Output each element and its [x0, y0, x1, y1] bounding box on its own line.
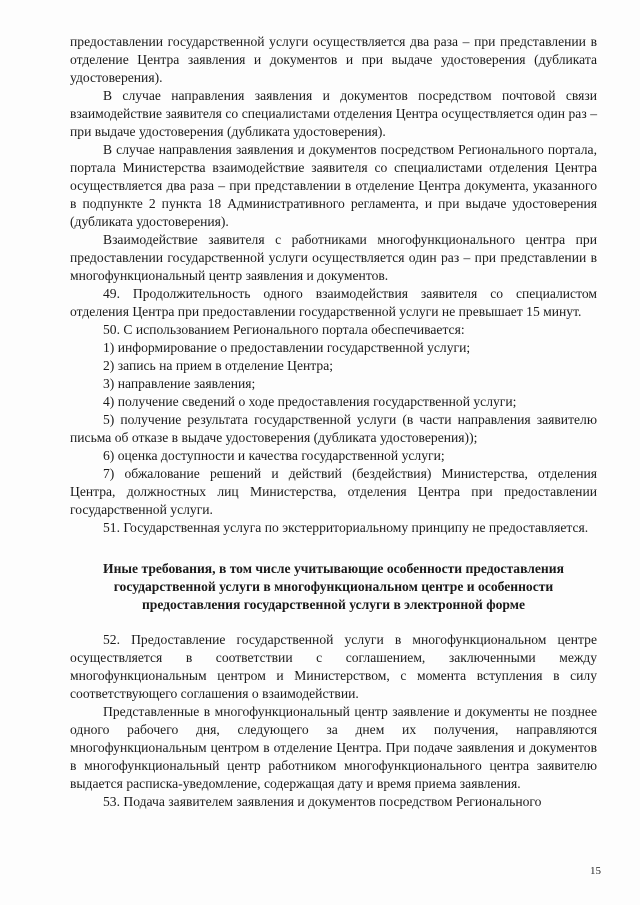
paragraph-mfc-documents: Представленные в многофункциональный центр заявление и документы не позднее одного рабочего дня, следующего за днем их получения, направляются многофункциональным центром в отделение Центра. При подаче заявления и документов в многофункциональный центр работником многофункционального центра заявителю выдается расписка-уведомление, содержащая дату и время приема заявления.	[70, 704, 597, 791]
paragraph-49: 49. Продолжительность одного взаимодействия заявителя со специалистом отделения Центра при предоставлении государственной услуги не превышает 15 минут.	[70, 286, 597, 319]
paragraph-53: 53. Подача заявителем заявления и документов посредством Регионального	[103, 794, 542, 809]
list-item-3: 3) направление заявления;	[103, 376, 256, 391]
paragraph-continuation: предоставлении государственной услуги осуществляется два раза – при представлении в отделение Центра заявления и документов и при выдаче удостоверения (дубликата удостоверения).	[70, 34, 597, 85]
paragraph-portal-interaction: В случае направления заявления и документов посредством Регионального портала, портала Министерства взаимодействие заявителя со специалистами отделения Центра осуществляется два раза – при представлении в отделение Центра документа, указанного в подпункте 2 пункта 18 Административного регламента, и при выдаче удостоверения (дубликата удостоверения).	[70, 142, 597, 229]
document-body	[70, 33, 597, 811]
list-item-4: 4) получение сведений о ходе предоставления государственной услуги;	[103, 394, 517, 409]
section-heading: Иные требования, в том числе учитывающие особенности предоставления государственной услуги в многофункциональном центре и особенности предоставления государственной услуги в электронной форме	[103, 561, 564, 612]
paragraph-52: 52. Предоставление государственной услуги в многофункциональном центре осуществляется в соответствии с соглашением, заключенными между многофункциональным центром и Министерством, с момента вступления в силу соответствующего соглашения о взаимодействии.	[70, 632, 597, 701]
paragraph-postal-interaction: В случае направления заявления и документов посредством почтовой связи взаимодействие заявителя со специалистами отделения Центра осуществляется один раз – при выдаче удостоверения (дубликата удостоверения).	[70, 88, 597, 139]
list-item-6: 6) оценка доступности и качества государственной услуги;	[103, 448, 445, 463]
list-item-7: 7) обжалование решений и действий (бездействия) Министерства, отделения Центра, должностных лиц Министерства, отделения Центра при предоставлении государственной услуги.	[70, 466, 597, 517]
paragraph-mfc-interaction: Взаимодействие заявителя с работниками многофункционального центра при предоставлении государственной услуги осуществляется один раз – при представлении в многофункциональный центр заявления и документов.	[70, 232, 597, 283]
list-item-5: 5) получение результата государственной услуги (в части направления заявителю письма об отказе в выдаче удостоверения (дубликата удостоверения));	[70, 412, 597, 445]
list-item-2: 2) запись на прием в отделение Центра;	[103, 358, 333, 373]
page-number: 15	[590, 865, 601, 877]
paragraph-50: 50. С использованием Регионального портала обеспечивается:	[103, 322, 465, 337]
list-item-1: 1) информирование о предоставлении государственной услуги;	[103, 340, 471, 355]
paragraph-51: 51. Государственная услуга по экстерриториальному принципу не предоставляется.	[103, 520, 589, 535]
